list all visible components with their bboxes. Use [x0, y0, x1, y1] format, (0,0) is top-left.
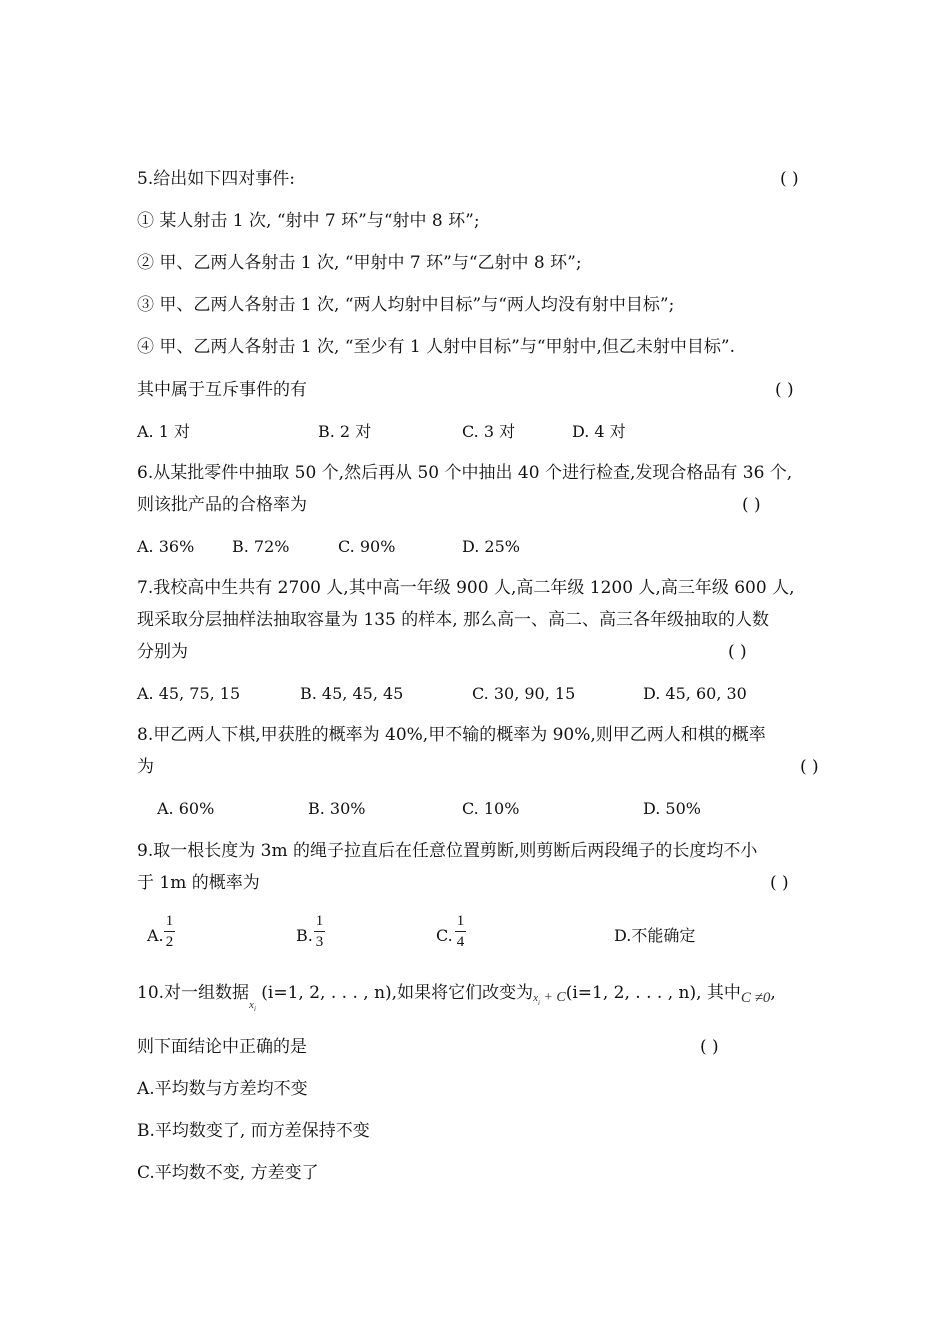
- q10-option-a: A.平均数与方差均不变: [137, 1079, 308, 1099]
- q7-option-b: B. 45, 45, 45: [300, 684, 404, 703]
- q9-option-a-fraction: [164, 913, 175, 950]
- fraction-denominator: 4: [456, 934, 465, 950]
- q8-option-c: C. 10%: [462, 799, 520, 818]
- q7-option-a: A. 45, 75, 15: [137, 684, 241, 703]
- q6-option-a: A. 36%: [137, 537, 195, 556]
- q5-bracket: ( ): [775, 380, 794, 400]
- q8-line1: 8.甲乙两人下棋,甲获胜的概率为 40%,甲不输的概率为 90%,则甲乙两人和棋的概率: [137, 725, 766, 745]
- fraction-bar: [164, 931, 175, 932]
- q10-option-c: C.平均数不变, 方差变了: [137, 1163, 319, 1183]
- q9-option-c-fraction: [455, 913, 466, 950]
- q7-bracket: ( ): [728, 642, 747, 662]
- q9-line2: 于 1m 的概率为: [137, 873, 260, 893]
- q6-line2: 则该批产品的合格率为: [137, 495, 307, 515]
- q8-option-d: D. 50%: [643, 799, 701, 818]
- q10-line2: 则下面结论中正确的是: [137, 1037, 307, 1057]
- subscript-i: i: [253, 1005, 256, 1014]
- fraction-bar: [455, 931, 466, 932]
- q6-option-d: D. 25%: [462, 537, 520, 556]
- q10-option-b: B.平均数变了, 而方差保持不变: [137, 1121, 370, 1141]
- fraction-bar: [314, 931, 325, 932]
- subscript-i: i: [537, 998, 540, 1007]
- fraction-denominator: 3: [315, 934, 324, 950]
- q5-option-b: B. 2 对: [318, 422, 372, 441]
- q5-option-c: C. 3 对: [462, 422, 516, 441]
- q6-option-c: C. 90%: [338, 537, 396, 556]
- q5-option-d: D. 4 对: [572, 422, 626, 441]
- q7-line3: 分别为: [137, 642, 188, 662]
- fraction-denominator: 2: [165, 934, 174, 950]
- q10-comma: ,: [770, 983, 776, 1003]
- q10-variable-x: [249, 999, 256, 1014]
- fraction-numerator: 1: [315, 913, 324, 929]
- q6-option-b: B. 72%: [232, 537, 290, 556]
- q9-option-a-label: A.: [147, 926, 164, 945]
- q7-line1: 7.我校高中生共有 2700 人,其中高一年级 900 人,高二年级 1200 人,高三年级 600 人,: [137, 578, 795, 598]
- q5-item-4: ④ 甲、乙两人各射击 1 次, “至少有 1 人射中目标”与“甲射中,但乙未射中目标”.: [137, 337, 736, 357]
- q5-item-2: ② 甲、乙两人各射击 1 次, “甲射中 7 环”与“乙射中 8 环”;: [137, 253, 582, 273]
- q9-option-d: D.不能确定: [614, 926, 696, 945]
- q6-bracket: ( ): [742, 495, 761, 515]
- variable-x: x: [249, 999, 254, 1011]
- q5-item-3: ③ 甲、乙两人各射击 1 次, “两人均射中目标”与“两人均没有射中目标”;: [137, 295, 675, 315]
- q5-option-a: A. 1 对: [137, 422, 190, 441]
- q5-item-1: ① 某人射击 1 次, “射中 7 环”与“射中 8 环”;: [137, 211, 480, 231]
- q10-text-part2: (i=1, 2, . . . , n),如果将它们改变为: [261, 983, 534, 1003]
- q9-bracket: ( ): [770, 873, 789, 893]
- q7-line2: 现采取分层抽样法抽取容量为 135 的样本, 那么高一、高二、高三各年级抽取的人数: [137, 610, 770, 630]
- q10-text-part3: (i=1, 2, . . . , n), 其中: [565, 983, 741, 1003]
- q10-condition: C ≠0: [740, 990, 771, 1006]
- q9-option-c-label: C.: [436, 926, 453, 945]
- q9-option-b-fraction: [314, 913, 325, 950]
- q8-bracket: ( ): [800, 757, 819, 777]
- fraction-numerator: 1: [165, 913, 174, 929]
- q5-stem: 5.给出如下四对事件:: [137, 169, 295, 189]
- q8-option-a: A. 60%: [157, 799, 215, 818]
- q10-text-part1: 10.对一组数据: [137, 983, 250, 1003]
- q8-line2: 为: [137, 757, 154, 777]
- q6-line1: 6.从某批零件中抽取 50 个,然后再从 50 个中抽出 40 个进行检查,发现合格品有 36 个,: [137, 463, 793, 483]
- fraction-numerator: 1: [456, 913, 465, 929]
- q7-option-c: C. 30, 90, 15: [472, 684, 576, 703]
- q8-option-b: B. 30%: [308, 799, 366, 818]
- q5-question: 其中属于互斥事件的有: [137, 380, 307, 400]
- q9-option-b-label: B.: [296, 926, 313, 945]
- q9-line1: 9.取一根长度为 3m 的绳子拉直后在任意位置剪断,则剪断后两段绳子的长度均不小: [137, 841, 758, 861]
- q7-option-d: D. 45, 60, 30: [643, 684, 747, 703]
- q5-bracket-top: ( ): [780, 169, 799, 189]
- q10-bracket: ( ): [700, 1037, 719, 1057]
- q10-expression-x-plus-c: [533, 990, 566, 1005]
- plus-c: + C: [539, 990, 566, 1005]
- variable-x: x: [533, 992, 538, 1004]
- q10-line1: [137, 982, 776, 1020]
